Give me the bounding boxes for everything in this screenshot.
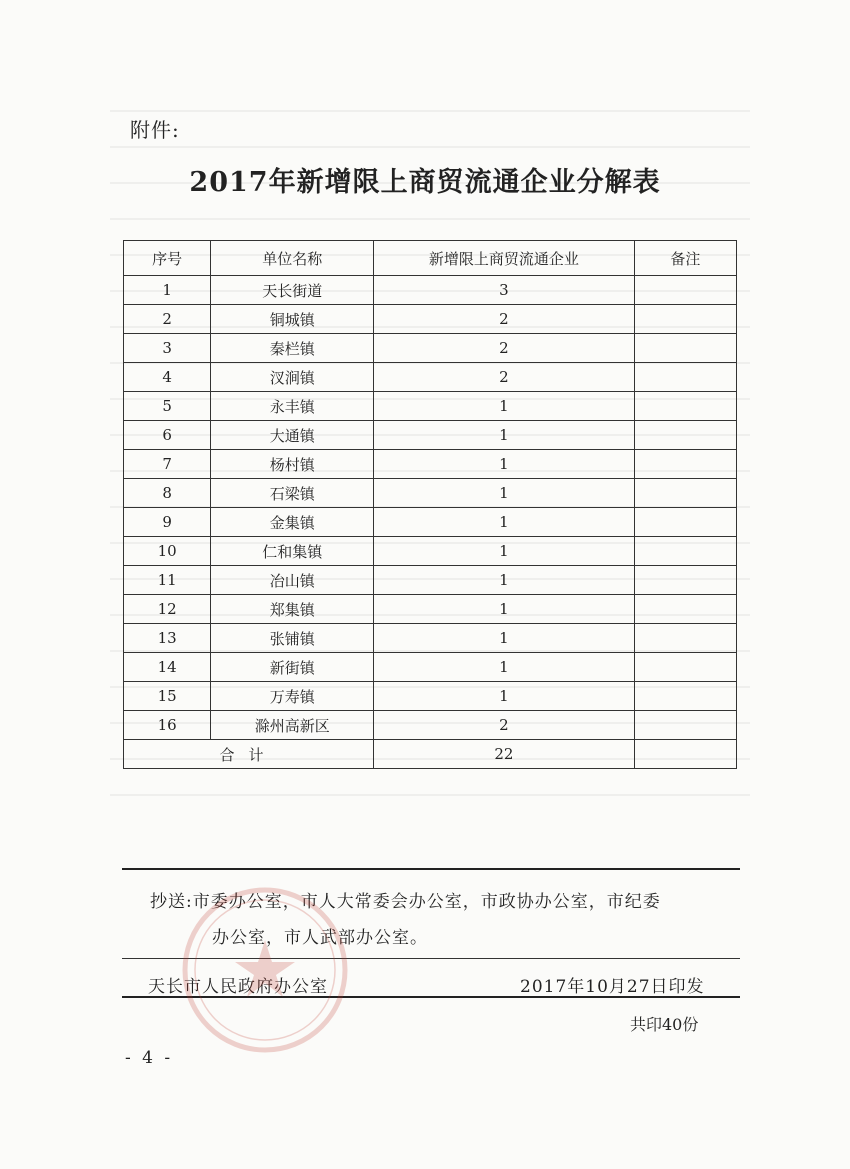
cell-no: 6 (124, 421, 211, 450)
table-row (124, 653, 737, 682)
cc-block (150, 884, 730, 956)
cell-count: 2 (374, 711, 635, 740)
cell-unit: 石梁镇 (211, 479, 374, 508)
header-no: 序号 (124, 241, 211, 276)
header-unit: 单位名称 (211, 241, 374, 276)
table-row (124, 305, 737, 334)
table-row (124, 334, 737, 363)
cell-no: 14 (124, 653, 211, 682)
cell-note (634, 363, 736, 392)
cell-unit: 大通镇 (211, 421, 374, 450)
table-row (124, 421, 737, 450)
cell-count: 1 (374, 682, 635, 711)
cell-unit: 新街镇 (211, 653, 374, 682)
cell-note (634, 479, 736, 508)
cell-count: 3 (374, 276, 635, 305)
cell-unit: 万寿镇 (211, 682, 374, 711)
table-row (124, 682, 737, 711)
cell-unit: 天长街道 (211, 276, 374, 305)
issuer: 天长市人民政府办公室 (148, 977, 328, 997)
table-row (124, 624, 737, 653)
cc-line1: 市委办公室，市人大常委会办公室，市政协办公室，市纪委 (192, 892, 661, 912)
attachment-label: 附件: (130, 118, 180, 142)
cell-note (634, 653, 736, 682)
cell-count: 1 (374, 392, 635, 421)
header-count: 新增限上商贸流通企业 (374, 241, 635, 276)
cell-no: 12 (124, 595, 211, 624)
cell-note (634, 682, 736, 711)
cell-count: 1 (374, 421, 635, 450)
cell-no: 4 (124, 363, 211, 392)
cell-unit: 滁州高新区 (211, 711, 374, 740)
cell-unit: 郑集镇 (211, 595, 374, 624)
cell-no: 8 (124, 479, 211, 508)
cell-count: 1 (374, 450, 635, 479)
cell-no: 2 (124, 305, 211, 334)
cell-unit: 汊涧镇 (211, 363, 374, 392)
cell-unit: 金集镇 (211, 508, 374, 537)
table-row (124, 508, 737, 537)
cell-count: 1 (374, 479, 635, 508)
cell-note (634, 595, 736, 624)
cell-count: 1 (374, 595, 635, 624)
table-row (124, 566, 737, 595)
cell-note (634, 305, 736, 334)
table-row (124, 537, 737, 566)
cell-unit: 杨村镇 (211, 450, 374, 479)
allocation-table (123, 240, 737, 769)
cell-count: 1 (374, 653, 635, 682)
cell-no: 7 (124, 450, 211, 479)
cell-unit: 永丰镇 (211, 392, 374, 421)
cell-note (634, 276, 736, 305)
cell-no: 11 (124, 566, 211, 595)
total-label: 合计 (124, 740, 374, 769)
cell-count: 2 (374, 363, 635, 392)
cell-count: 2 (374, 334, 635, 363)
table-header-row (124, 241, 737, 276)
cell-unit: 秦栏镇 (211, 334, 374, 363)
table-row (124, 450, 737, 479)
total-note (634, 740, 736, 769)
cell-count: 1 (374, 508, 635, 537)
cell-note (634, 624, 736, 653)
page-number: - 4 - (125, 1048, 174, 1068)
table-row (124, 595, 737, 624)
table-row (124, 479, 737, 508)
divider-middle (122, 958, 740, 959)
cell-count: 1 (374, 566, 635, 595)
cell-count: 2 (374, 305, 635, 334)
cell-note (634, 711, 736, 740)
cell-unit: 仁和集镇 (211, 537, 374, 566)
cell-no: 5 (124, 392, 211, 421)
divider-bottom (122, 996, 740, 998)
cell-note (634, 537, 736, 566)
table-row (124, 392, 737, 421)
cell-note (634, 508, 736, 537)
cell-count: 1 (374, 537, 635, 566)
cell-no: 9 (124, 508, 211, 537)
issue-date: 2017年10月27日印发 (520, 977, 705, 997)
cell-unit: 冶山镇 (211, 566, 374, 595)
header-note: 备注 (634, 241, 736, 276)
cell-unit: 张铺镇 (211, 624, 374, 653)
table-body (124, 276, 737, 740)
total-value: 22 (374, 740, 635, 769)
copies-count: 共印40份 (630, 1015, 699, 1034)
cell-note (634, 334, 736, 363)
table-row (124, 276, 737, 305)
total-row (124, 740, 737, 769)
cell-note (634, 421, 736, 450)
page-title: 2017年新增限上商贸流通企业分解表 (189, 167, 661, 198)
cell-unit: 铜城镇 (211, 305, 374, 334)
cell-count: 1 (374, 624, 635, 653)
cell-no: 13 (124, 624, 211, 653)
cell-no: 3 (124, 334, 211, 363)
cell-note (634, 392, 736, 421)
table-row (124, 363, 737, 392)
divider-top (122, 868, 740, 870)
cell-no: 16 (124, 711, 211, 740)
cell-note (634, 566, 736, 595)
table-row (124, 711, 737, 740)
cell-no: 1 (124, 276, 211, 305)
cell-no: 10 (124, 537, 211, 566)
cc-label: 抄送: (150, 892, 193, 912)
cc-line2: 办公室，市人武部办公室。 (212, 928, 428, 948)
cell-no: 15 (124, 682, 211, 711)
cell-note (634, 450, 736, 479)
